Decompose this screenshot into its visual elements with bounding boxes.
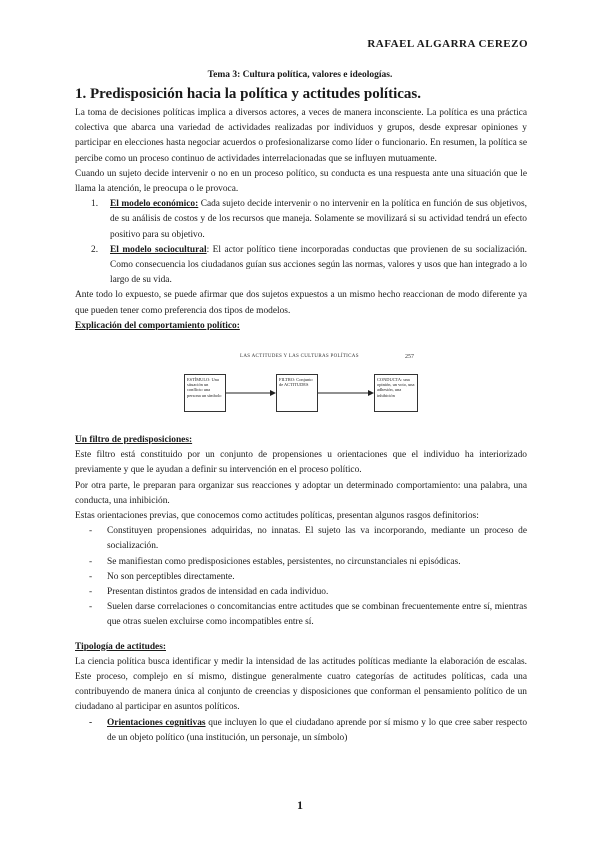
list-number: 1.	[91, 199, 99, 210]
list-item: - Presentan distintos grados de intensidad en cada individuo.	[89, 587, 329, 598]
paragraph: Cuando un sujeto decide intervenir o no en un proceso político, su conducta es una respuesta ante una situación que le llama la atención, le preocupa o le provoca.	[75, 168, 527, 195]
list-number: 2.	[91, 244, 99, 255]
list-item: - Suelen darse correlaciones o concomitancias entre actitudes que se combinan frecuentemente entre sí, mientras que otras suelen excluirse como incompatibles entre sí.	[89, 602, 527, 628]
filter-box: FILTRO: Conjunto de ACTITUDES	[276, 374, 318, 412]
list-item	[75, 197, 527, 243]
filter-section	[75, 433, 527, 746]
list-item: - Se manifiestan como predisposiciones estables, persistentes, no circunstanciales ni episódicas.	[89, 556, 461, 567]
list-item: - Orientaciones cognitivas que incluyen lo que el ciudadano aprende por sí mismo y lo que cree saber respecto de un objeto político (una institución, un personaje, un símbolo)	[89, 717, 528, 743]
model-text: : El actor político tiene incorporadas conductas que provienen de su socialización. Como consecuencia los ciudadanos guían sus acciones según las normas, valores y usos que han integrado a lo largo de su vida.	[110, 244, 527, 286]
model-title: El modelo sociocultural	[110, 244, 207, 255]
topic-title: Tema 3: Cultura política, valores e ideologías.	[207, 70, 393, 80]
arrow-icon	[368, 390, 374, 396]
paragraph: Ante todo lo expuesto, se puede afirmar que dos sujetos expuestos a un mismo hecho reaccionan de modo diferente ya que pueden tener como preferencia dos tipos de modelos.	[75, 290, 527, 316]
typology-list	[75, 716, 527, 746]
behavior-diagram	[168, 350, 422, 434]
diagram-arrows	[168, 350, 422, 434]
subheading: Un filtro de predisposiciones:	[75, 435, 193, 445]
section-heading	[75, 86, 421, 103]
section-title: Predisposición hacia la política y actitudes políticas.	[90, 86, 421, 102]
author-header: RAFAEL ALGARRA CEREZO	[367, 38, 528, 50]
figure-page-number: 257	[405, 354, 414, 360]
arrow-icon	[270, 390, 276, 396]
model-text: Cada sujeto decide intervenir o no intervenir en la política en función de sus objetivos, de su análisis de costos y de los recursos que maneja. Solamente se movilizará si su actividad tendrá un efecto positivo para su objetivo.	[110, 199, 527, 240]
typology-title: Orientaciones cognitivas	[107, 717, 206, 728]
traits-list	[75, 524, 527, 630]
section-number: 1.	[75, 86, 87, 102]
paragraph: La ciencia política busca identificar y medir la intensidad de las actitudes políticas mediante la elaboración de escalas. Este proceso, complejo en sí mismo, distingue generalmente cuatro categorías de actitudes políticas, cada una contribuyendo de manera única al conjunto de creencias y disposiciones que conforman el pensamiento político de un ciudadano al participar en asuntos políticos.	[75, 656, 527, 713]
paragraph: Estas orientaciones previas, que conocemos como actitudes políticas, presentan algunos rasgos definitorios:	[75, 511, 479, 522]
model-title: El modelo económico:	[110, 199, 199, 210]
paragraph: La toma de decisiones políticas implica a diversos actores, a veces de manera inconsciente. La política es una práctica colectiva que abarca una variedad de actividades realizadas por individuos y grupos, desde expresar opiniones y participar en elecciones hasta negociar acuerdos o profesionalizarse como líder o funcionario. En resumen, la política se percibe como un proceso continuo de actividades interrelacionadas que se influyen mutuamente.	[75, 108, 527, 164]
section-body	[75, 106, 527, 334]
conduct-box: CONDUCTA: una opinión, un voto, una adhesión, una inhibición	[374, 374, 418, 412]
list-item: - Constituyen propensiones adquiridas, no innatas. El sujeto las va incorporando, mediante un proceso de socialización.	[89, 526, 527, 552]
figure-caption: LAS ACTITUDES Y LAS CULTURAS POLÍTICAS	[240, 354, 359, 359]
page-number: 1	[297, 798, 303, 812]
list-item	[75, 243, 527, 289]
subheading: Tipología de actitudes:	[75, 641, 166, 652]
models-list	[75, 197, 527, 288]
stimulus-box: ESTÍMULO: Una situación un conflicto una persona un símbolo	[184, 374, 226, 412]
paragraph: Este filtro está constituido por un conjunto de propensiones u orientaciones que el individuo ha interiorizado previamente y que le ayudan a definir su intervención en el proceso político.	[75, 450, 527, 476]
subheading: Explicación del comportamiento político:	[75, 320, 240, 331]
paragraph: Por otra parte, le preparan para organizar sus reacciones y adoptar un determinado comportamiento: una palabra, una conducta, una inhibición.	[75, 480, 527, 506]
list-item: - No son perceptibles directamente.	[89, 571, 235, 582]
